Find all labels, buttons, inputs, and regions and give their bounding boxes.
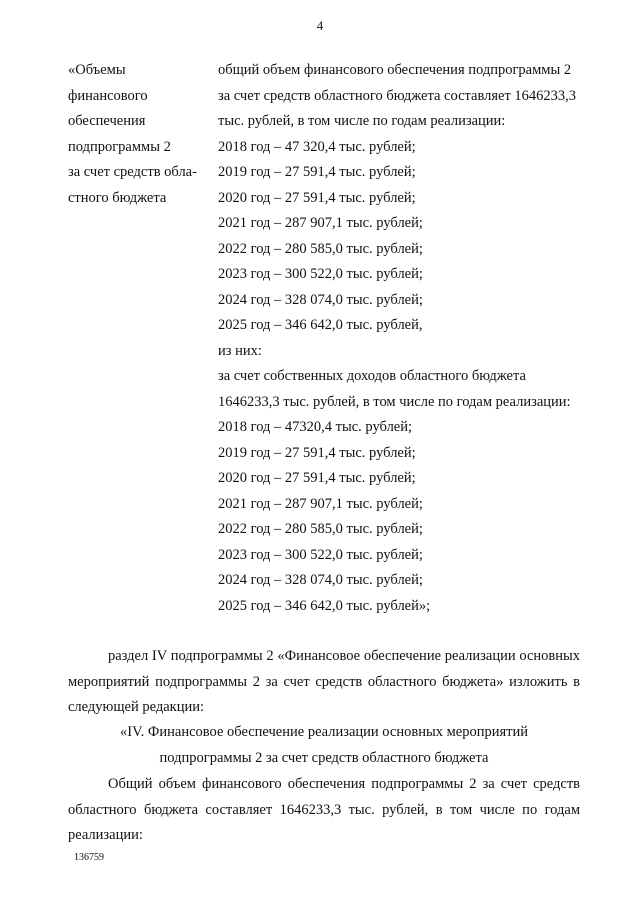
passport-label-line: «Объемы xyxy=(68,62,126,78)
passport-label-line: подпрограммы 2 xyxy=(68,138,171,155)
passport-value-line: 1646233,3 тыс. рублей, в том числе по годам реализации: xyxy=(218,393,571,410)
body-paragraph-text: Общий объем финансового обеспечения подпрограммы 2 за счет средств областного бюджета составляет 1646233,3 тыс. рублей, в том числе по годам реализации: xyxy=(68,776,580,843)
passport-value-line: 2021 год – 287 907,1 тыс. рублей; xyxy=(218,215,423,231)
passport-label-column xyxy=(68,58,218,211)
passport-value-line: тыс. рублей, в том числе по годам реализации: xyxy=(218,113,506,129)
section-heading-line-2: подпрограммы 2 за счет средств областного бюджета xyxy=(159,750,489,766)
passport-value-line: 2024 год – 328 074,0 тыс. рублей; xyxy=(218,572,423,588)
page-number: 4 xyxy=(316,18,324,33)
passport-value-column xyxy=(218,58,618,619)
amendment-paragraph xyxy=(68,644,580,721)
passport-value-line: 2020 год – 27 591,4 тыс. рублей; xyxy=(218,470,416,486)
passport-label-line: обеспечения xyxy=(68,113,146,129)
passport-value-line: 2022 год – 280 585,0 тыс. рублей; xyxy=(218,521,423,537)
passport-value-line: 2020 год – 27 591,4 тыс. рублей; xyxy=(218,189,416,206)
passport-value-line: из них: xyxy=(218,342,262,359)
passport-value-line: 2019 год – 27 591,4 тыс. рублей; xyxy=(218,444,416,461)
passport-value-line: 2018 год – 47320,4 тыс. рублей; xyxy=(218,419,413,435)
passport-value-line: за счет собственных доходов областного бюджета xyxy=(218,368,526,384)
body-paragraph xyxy=(68,772,580,849)
passport-value-line: 2025 год – 346 642,0 тыс. рублей, xyxy=(218,317,423,333)
passport-label-line: за счет средств обла- xyxy=(68,164,197,180)
passport-value-line: 2023 год – 300 522,0 тыс. рублей; xyxy=(218,546,423,563)
passport-label-line: финансового xyxy=(68,87,148,104)
document-code: 136759 xyxy=(74,852,104,863)
passport-label-line: стного бюджета xyxy=(68,189,167,206)
passport-value-line: за счет средств областного бюджета составляет 1646233,3 xyxy=(218,87,577,104)
amendment-paragraph-text: раздел IV подпрограммы 2 «Финансовое обеспечение реализации основных мероприятий подпрограммы 2 за счет средств областного бюджета» изложить в следующей редакции: xyxy=(68,648,580,715)
section-heading-line-1: «IV. Финансовое обеспечение реализации основных мероприятий xyxy=(119,724,528,740)
passport-value-line: 2024 год – 328 074,0 тыс. рублей; xyxy=(218,291,423,308)
passport-value-line: 2018 год – 47 320,4 тыс. рублей; xyxy=(218,138,416,155)
passport-value-line: 2022 год – 280 585,0 тыс. рублей; xyxy=(218,240,423,257)
passport-value-line: 2019 год – 27 591,4 тыс. рублей; xyxy=(218,164,416,180)
passport-value-line: общий объем финансового обеспечения подпрограммы 2 xyxy=(218,62,572,78)
passport-value-line: 2025 год – 346 642,0 тыс. рублей»; xyxy=(218,597,431,614)
passport-value-line: 2023 год – 300 522,0 тыс. рублей; xyxy=(218,266,423,282)
passport-value-line: 2021 год – 287 907,1 тыс. рублей; xyxy=(218,495,423,512)
